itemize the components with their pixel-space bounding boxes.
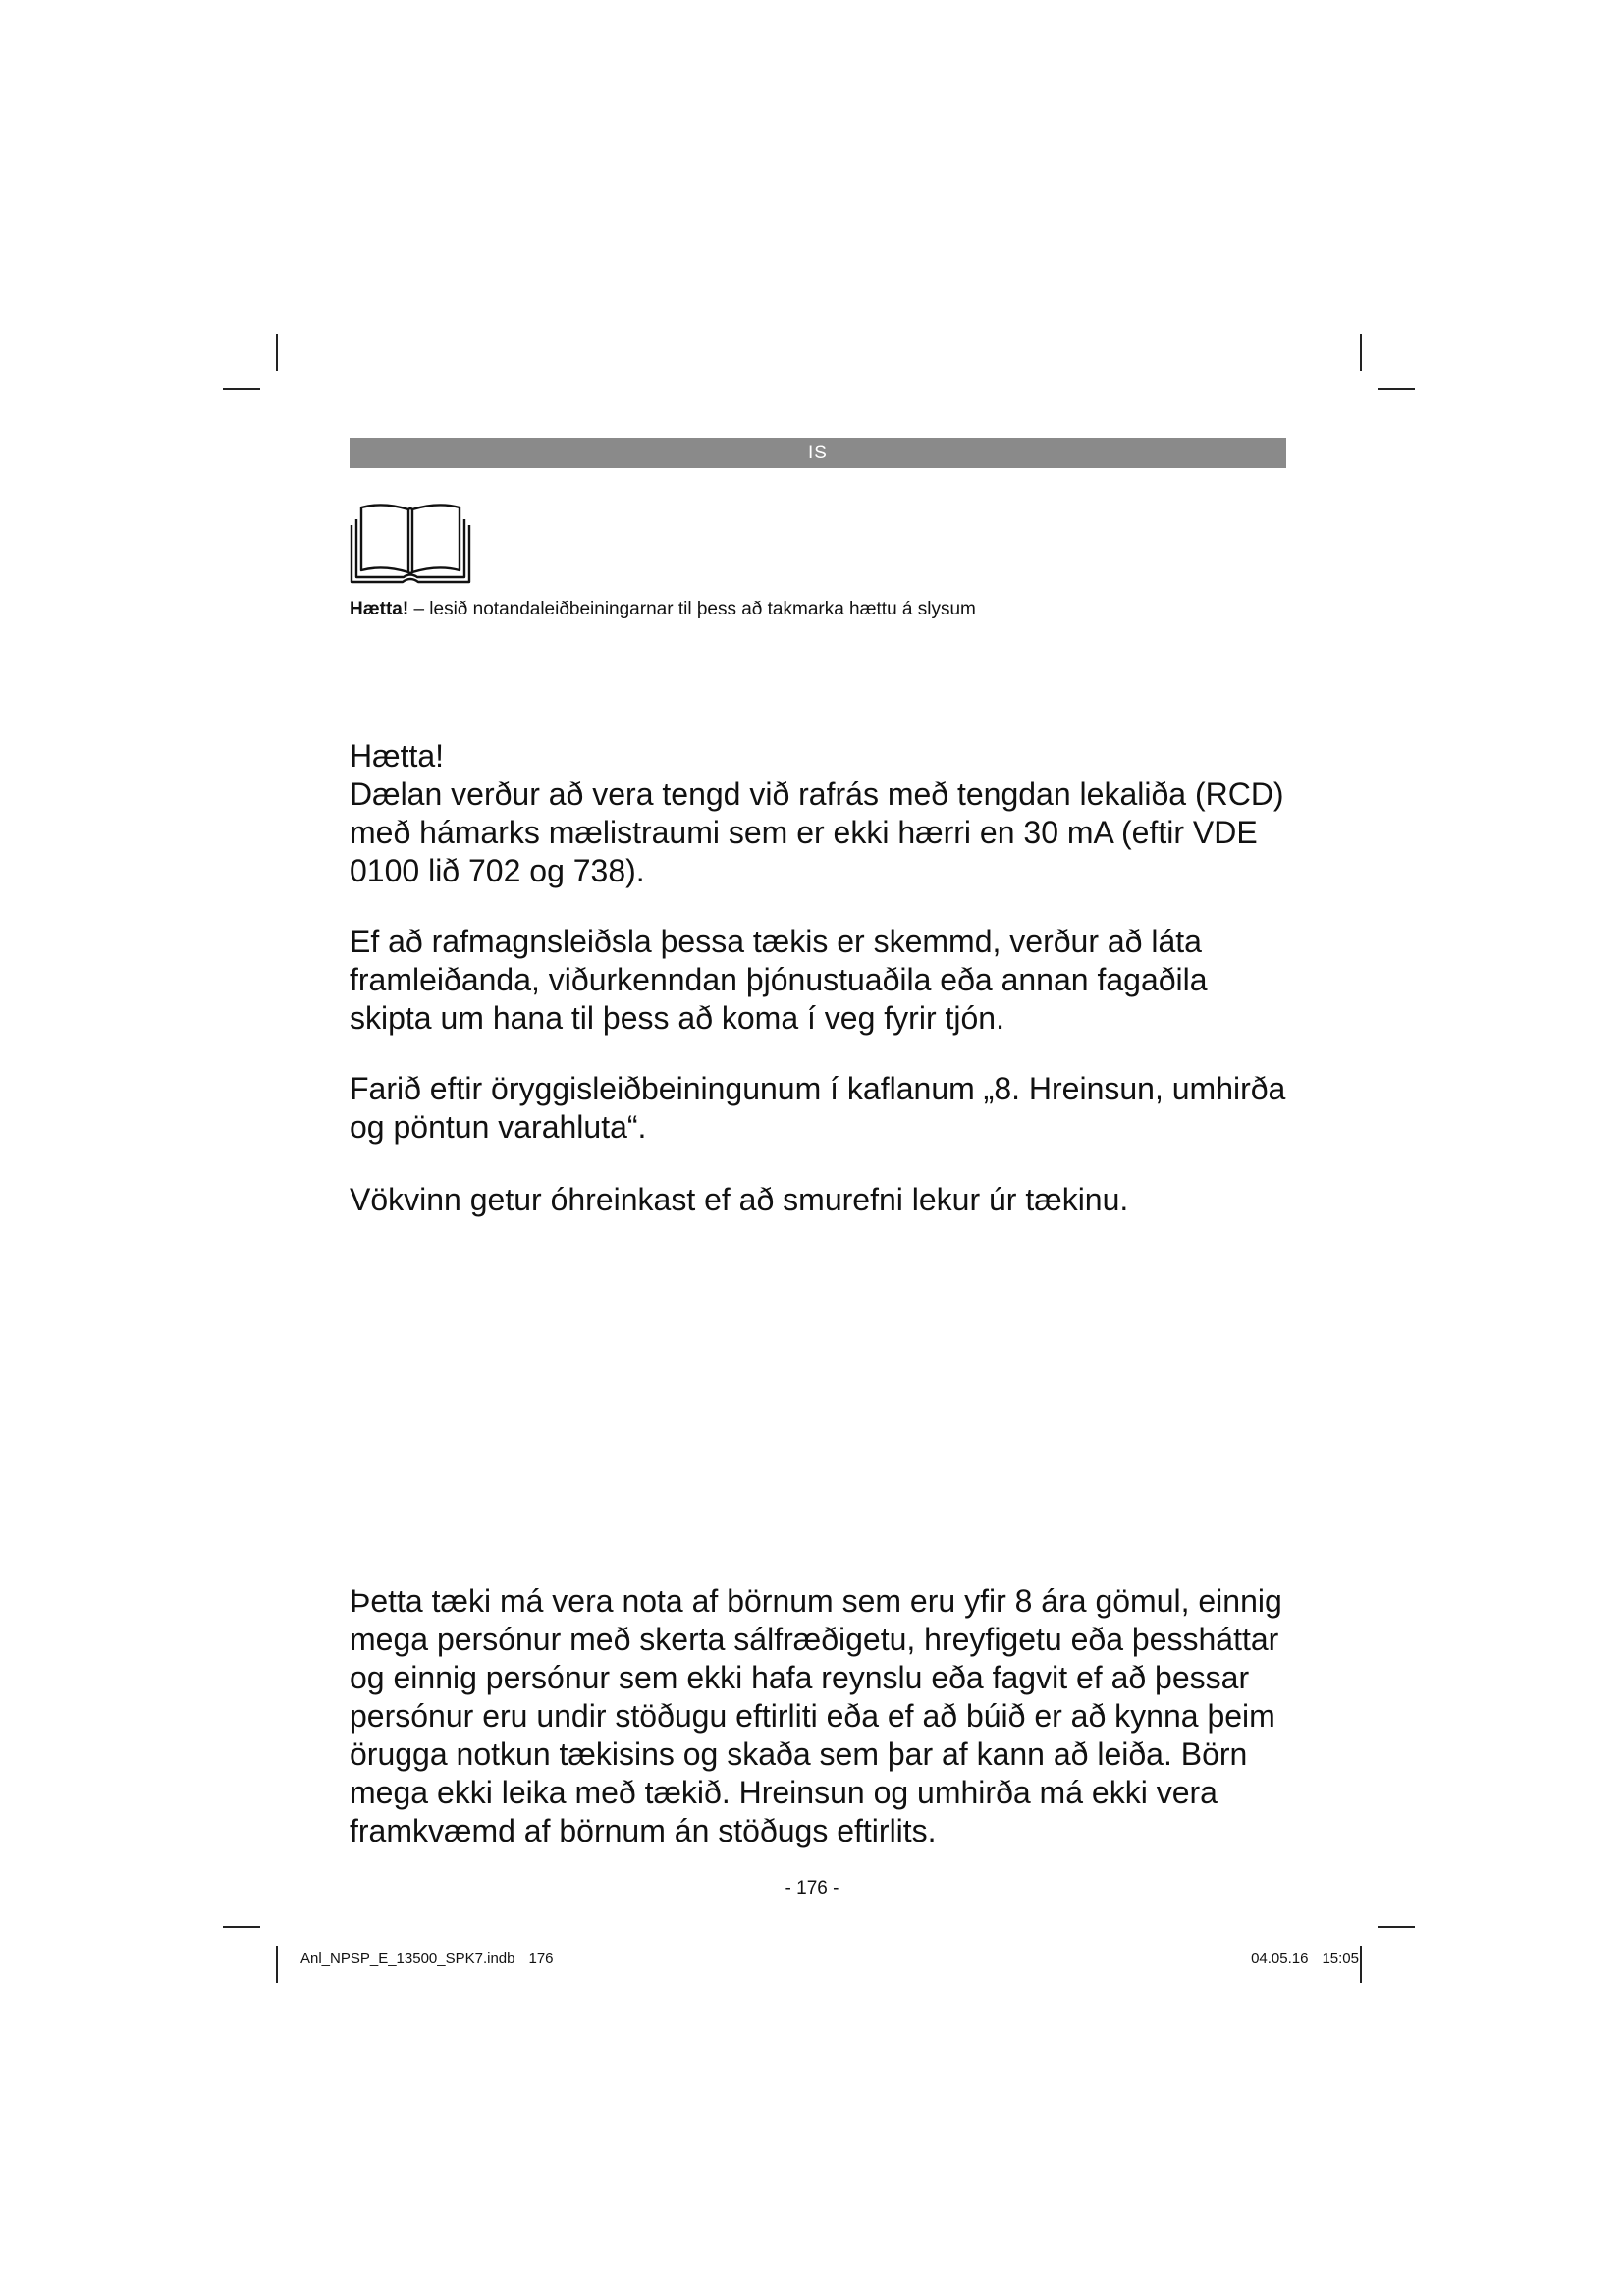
print-slug-left <box>300 1949 554 1969</box>
crop-mark-top-right-horizontal <box>1378 388 1415 390</box>
crop-mark-bottom-left-horizontal <box>223 1926 260 1928</box>
crop-mark-top-left-vertical <box>276 334 278 371</box>
open-book-icon <box>350 502 471 585</box>
lubricant-block <box>350 1181 1292 1219</box>
chapter-paragraph: Farið eftir öryggisleiðbeiningunum í kaflanum „8. Hreinsun, umhirða og pöntun varahluta“. <box>350 1071 1286 1145</box>
print-slug-date: 04.05.16 <box>1251 1950 1309 1967</box>
language-code: IS <box>808 443 828 463</box>
chapter-block <box>350 1070 1292 1147</box>
lubricant-paragraph: Vökvinn getur óhreinkast ef að smurefni lekur úr tækinu. <box>350 1182 1129 1217</box>
safety-warning-block <box>350 737 1292 890</box>
symbol-caption-bold: Hætta! <box>350 599 409 619</box>
print-slug-time: 15:05 <box>1322 1950 1359 1967</box>
symbol-caption-text: – lesið notandaleiðbeiningarnar til þess að takmarka hættu á slysum <box>408 599 976 619</box>
children-paragraph: Þetta tæki má vera nota af börnum sem eru yfir 8 ára gömul, einnig mega persónur með skerta sálfræðigetu, hreyfigetu eða þessháttar og einnig persónur sem ekki hafa reynslu eða fagvit ef að þessar persónur eru undir stöðugu eftirliti eða ef að búið er að kynna þeim örugga notkun tækisins og skaða sem þar af kann að leiða. Börn mega ekki leika með tækið. Hreinsun og umhirða má ekki vera framkvæmd af börnum án stöðugs eftirlits. <box>350 1583 1282 1848</box>
crop-mark-bottom-left-vertical <box>276 1946 278 1983</box>
rcd-paragraph: Dælan verður að vera tengd við rafrás með tengdan lekaliða (RCD) með hámarks mælistraumi sem er ekki hærri en 30 mA (eftir VDE 0100 lið 702 og 738). <box>350 776 1284 888</box>
children-block <box>350 1582 1292 1850</box>
print-slug-right <box>1251 1949 1359 1969</box>
language-header-bar <box>350 438 1286 468</box>
page-number: - 176 - <box>785 1878 839 1898</box>
symbol-caption <box>350 597 976 622</box>
crop-mark-bottom-right-horizontal <box>1378 1926 1415 1928</box>
crop-mark-top-left-horizontal <box>223 388 260 390</box>
print-slug-file: Anl_NPSP_E_13500_SPK7.indb <box>300 1950 515 1967</box>
crop-mark-top-right-vertical <box>1360 334 1362 371</box>
cable-block <box>350 923 1292 1038</box>
cable-paragraph: Ef að rafmagnsleiðsla þessa tækis er skemmd, verður að láta framleiðanda, viðurkenndan þjónustuaðila eða annan fagaðila skipta um hana til þess að koma í veg fyrir tjón. <box>350 924 1208 1036</box>
crop-mark-bottom-right-vertical <box>1360 1946 1362 1983</box>
print-slug-page: 176 <box>528 1950 554 1967</box>
safety-heading: Hætta! <box>350 738 445 774</box>
